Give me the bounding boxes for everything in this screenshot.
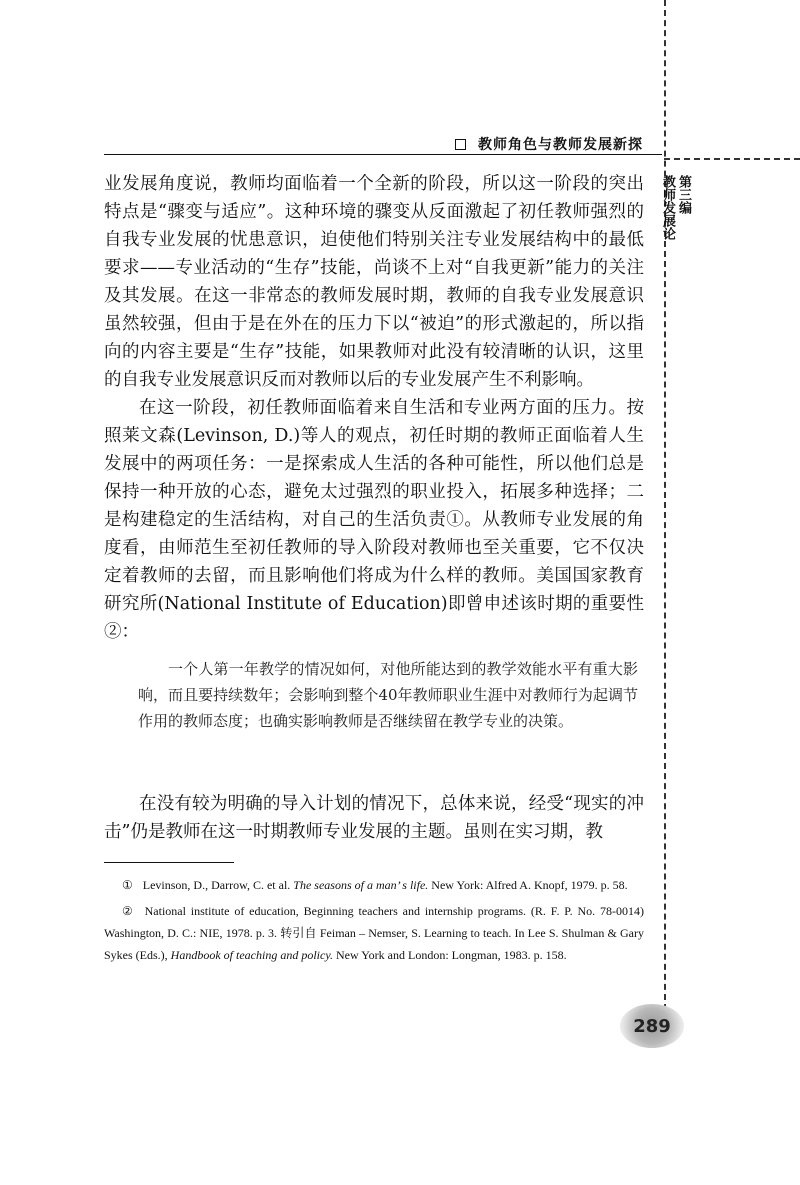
page-number: 289: [620, 1004, 684, 1048]
body-text-continued: [104, 790, 644, 846]
body-text: [104, 170, 644, 646]
block-quote-text: 一个人第一年教学的情况如何，对他所能达到的教学效能水平有重大影响，而且要持续数年；会影响到整个40年教师职业生涯中对教师行为起调节作用的教师态度；也确实影响教师是否继续留在教学专业的决策。: [138, 660, 638, 730]
side-section-label: [660, 175, 691, 240]
footnote-1-mark: ①: [122, 878, 133, 892]
footnote-1-text: Levinson, D., Darrow, C. et al.: [142, 878, 294, 892]
side-title-label: 教师发展论: [660, 175, 675, 240]
paragraph-1: 业发展角度说，教师均面临着一个全新的阶段，所以这一阶段的突出特点是“骤变与适应”。这种环境的骤变从反面激起了初任教师强烈的自我专业发展的忧患意识，迫使他们特别关注专业发展结构中的最低要求——专业活动的“生存”技能，尚谈不上对“自我更新”能力的关注及其发展。在这一非常态的教师发展时期，教师的自我专业发展意识虽然较强，但由于是在外在的压力下以“被迫”的形式激起的，所以指向的内容主要是“生存”技能，如果教师对此没有较清晰的认识，这里的自我专业发展意识反而对教师以后的专业发展产生不利影响。: [104, 174, 644, 390]
header-rule: [104, 154, 662, 155]
paragraph-3: 在没有较为明确的导入计划的情况下，总体来说，经受“现实的冲击”仍是教师在这一时期教师专业发展的主题。虽则在实习期，教: [104, 794, 644, 842]
block-quote: [138, 656, 638, 734]
dashed-margin-horizontal: [664, 158, 800, 160]
footnote-2-mark: ②: [122, 904, 135, 918]
running-header-title: 教师角色与教师发展新探: [478, 137, 643, 153]
paragraph-2: 在这一阶段，初任教师面临着来自生活和专业两方面的压力。按照莱文森(Levinson, D.)等人的观点，初任时期的教师正面临着人生发展中的两项任务：一是探索成人生活的各种可能性，所以他们总是保持一种开放的心态，避免太过强烈的职业投入，拓展多种选择；二是构建稳定的生活结构，对自己的生活负责①。从教师专业发展的角度看，由师范生至初任教师的导入阶段对教师也至关重要，它不仅决定着教师的去留，而且影响他们将成为什么样的教师。美国国家教育研究所(National Institute of Education)即曾申述该时期的重要性②：: [104, 398, 644, 642]
footnote-1: [104, 874, 644, 896]
running-header: [455, 134, 655, 154]
footnote-1-title: The seasons of a man’ s life.: [293, 878, 429, 892]
footnote-rule: [104, 862, 234, 863]
footnote-2: [104, 900, 644, 966]
footnote-1-publisher: New York: Alfred A. Knopf, 1979. p. 58.: [428, 878, 628, 892]
footnote-2-publisher: New York and London: Longman, 1983. p. 158.: [332, 948, 567, 962]
dashed-margin-vertical: [664, 0, 666, 1010]
footnote-2-title: Handbook of teaching and policy.: [170, 948, 333, 962]
side-part-label: 第三编: [676, 175, 691, 214]
footnote-2-text: National institute of education, Beginning teachers and internship programs. (R. F. P. No. 78-0014) Washington, D. C.: NIE, 1978. p. 3. 转引自 Feiman – Nemser, S. Learning to teach. In Lee S. Shulman & Gary Sykes (Eds.),: [104, 904, 644, 962]
square-bullet-icon: [455, 139, 466, 150]
footnotes: [104, 874, 644, 970]
